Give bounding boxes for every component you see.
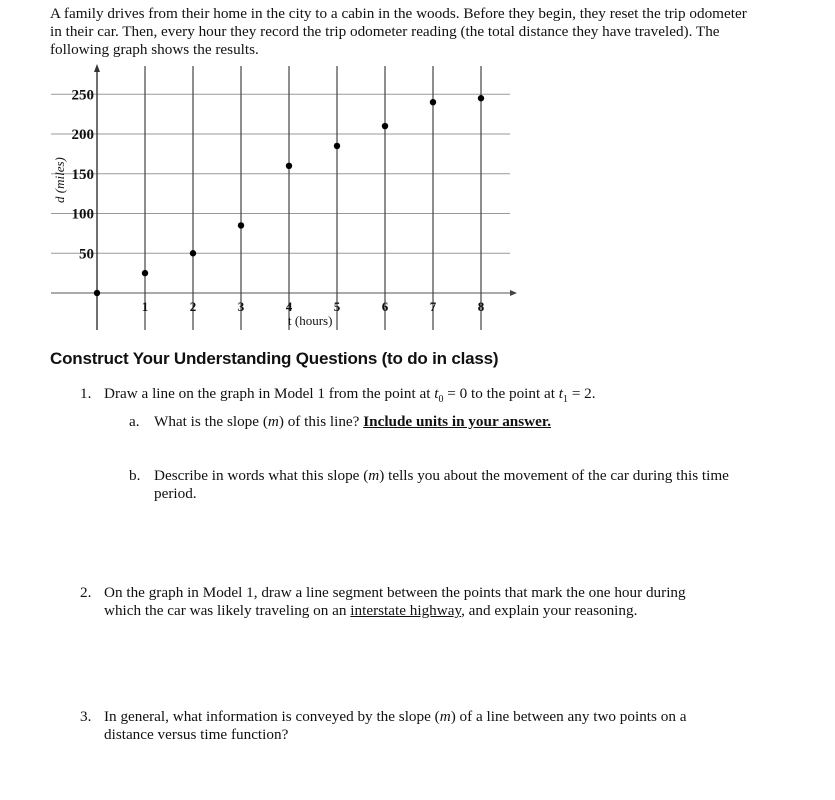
- distance-time-chart: [0, 0, 835, 340]
- y-tick-label: 100: [71, 206, 94, 223]
- x-tick-label: 5: [333, 299, 341, 314]
- data-point: [238, 222, 244, 228]
- t0-value: = 0 to the point at: [443, 385, 559, 402]
- data-point: [190, 250, 196, 256]
- t1-sub: 1: [563, 394, 569, 406]
- y-tick-label: 200: [71, 127, 94, 143]
- question-text: [104, 385, 596, 409]
- m-var: m: [368, 467, 380, 484]
- x-tick-label: 7: [429, 299, 437, 314]
- question-text: [154, 467, 729, 503]
- intro-paragraph: A family drives from their home in the city to a cabin in the woods. Before they begin, they reset the trip odometer in their car. Then, every hour they record the trip odometer reading (the total distance they have traveled). The following graph shows the results.: [50, 5, 747, 58]
- q2-text: On the graph in Model 1, draw a line segment between the points that mark the one hour during which the car was likely traveling on an: [104, 584, 686, 619]
- question-text: [104, 584, 714, 620]
- q2-text-after: , and explain your reasoning.: [461, 602, 638, 619]
- q1-text: Draw a line on the graph in Model 1 from the point at: [104, 385, 435, 402]
- y-tick-label: 50: [79, 246, 94, 263]
- data-point: [382, 123, 388, 129]
- question-text: [104, 708, 714, 744]
- section-heading: Construct Your Understanding Questions (to do in class): [50, 349, 499, 368]
- x-axis-label: t (hours): [288, 313, 333, 328]
- data-point: [94, 290, 100, 296]
- question-number: 2.: [80, 584, 92, 601]
- y-tick-label: 250: [71, 87, 94, 104]
- data-point: [334, 143, 340, 149]
- q1a-text-after: ) of this line?: [278, 413, 364, 430]
- data-point: [478, 95, 484, 101]
- question-number: 1.: [80, 385, 92, 402]
- interstate-highway-text: interstate highway: [350, 602, 462, 619]
- x-tick-label: 2: [189, 299, 197, 314]
- m-var: m: [439, 708, 451, 725]
- x-axis-arrow: [510, 290, 517, 296]
- x-tick-label: 1: [141, 299, 149, 314]
- data-point: [286, 163, 292, 169]
- y-axis-arrow: [94, 64, 100, 72]
- x-tick-label: 8: [477, 299, 485, 314]
- q3-text-after: ) of a line between any two points on a distance versus time function?: [104, 708, 687, 743]
- question-letter: b.: [129, 467, 141, 484]
- data-point: [142, 270, 148, 276]
- x-tick-label: 6: [381, 299, 389, 314]
- x-tick-label: 4: [285, 299, 293, 314]
- q1b-text-after: ) tells you about the movement of the car during this time period.: [154, 467, 729, 502]
- q1b-text: Describe in words what this slope (: [154, 467, 369, 484]
- t0-var: t: [434, 385, 439, 402]
- q1a-text: What is the slope (: [154, 413, 268, 430]
- units-emphasis: Include units in your answer.: [363, 413, 552, 430]
- q3-text: In general, what information is conveyed by the slope (: [104, 708, 440, 725]
- y-axis-label: d (miles): [52, 157, 67, 203]
- question-text: [154, 413, 551, 431]
- x-tick-label: 3: [237, 299, 245, 314]
- m-var: m: [267, 413, 279, 430]
- data-point: [430, 99, 436, 105]
- t1-value: = 2.: [568, 385, 596, 402]
- t1-var: t: [558, 385, 564, 402]
- question-letter: a.: [129, 413, 140, 430]
- y-tick-label: 150: [71, 166, 94, 183]
- t0-sub: 0: [438, 394, 444, 406]
- question-number: 3.: [80, 708, 92, 725]
